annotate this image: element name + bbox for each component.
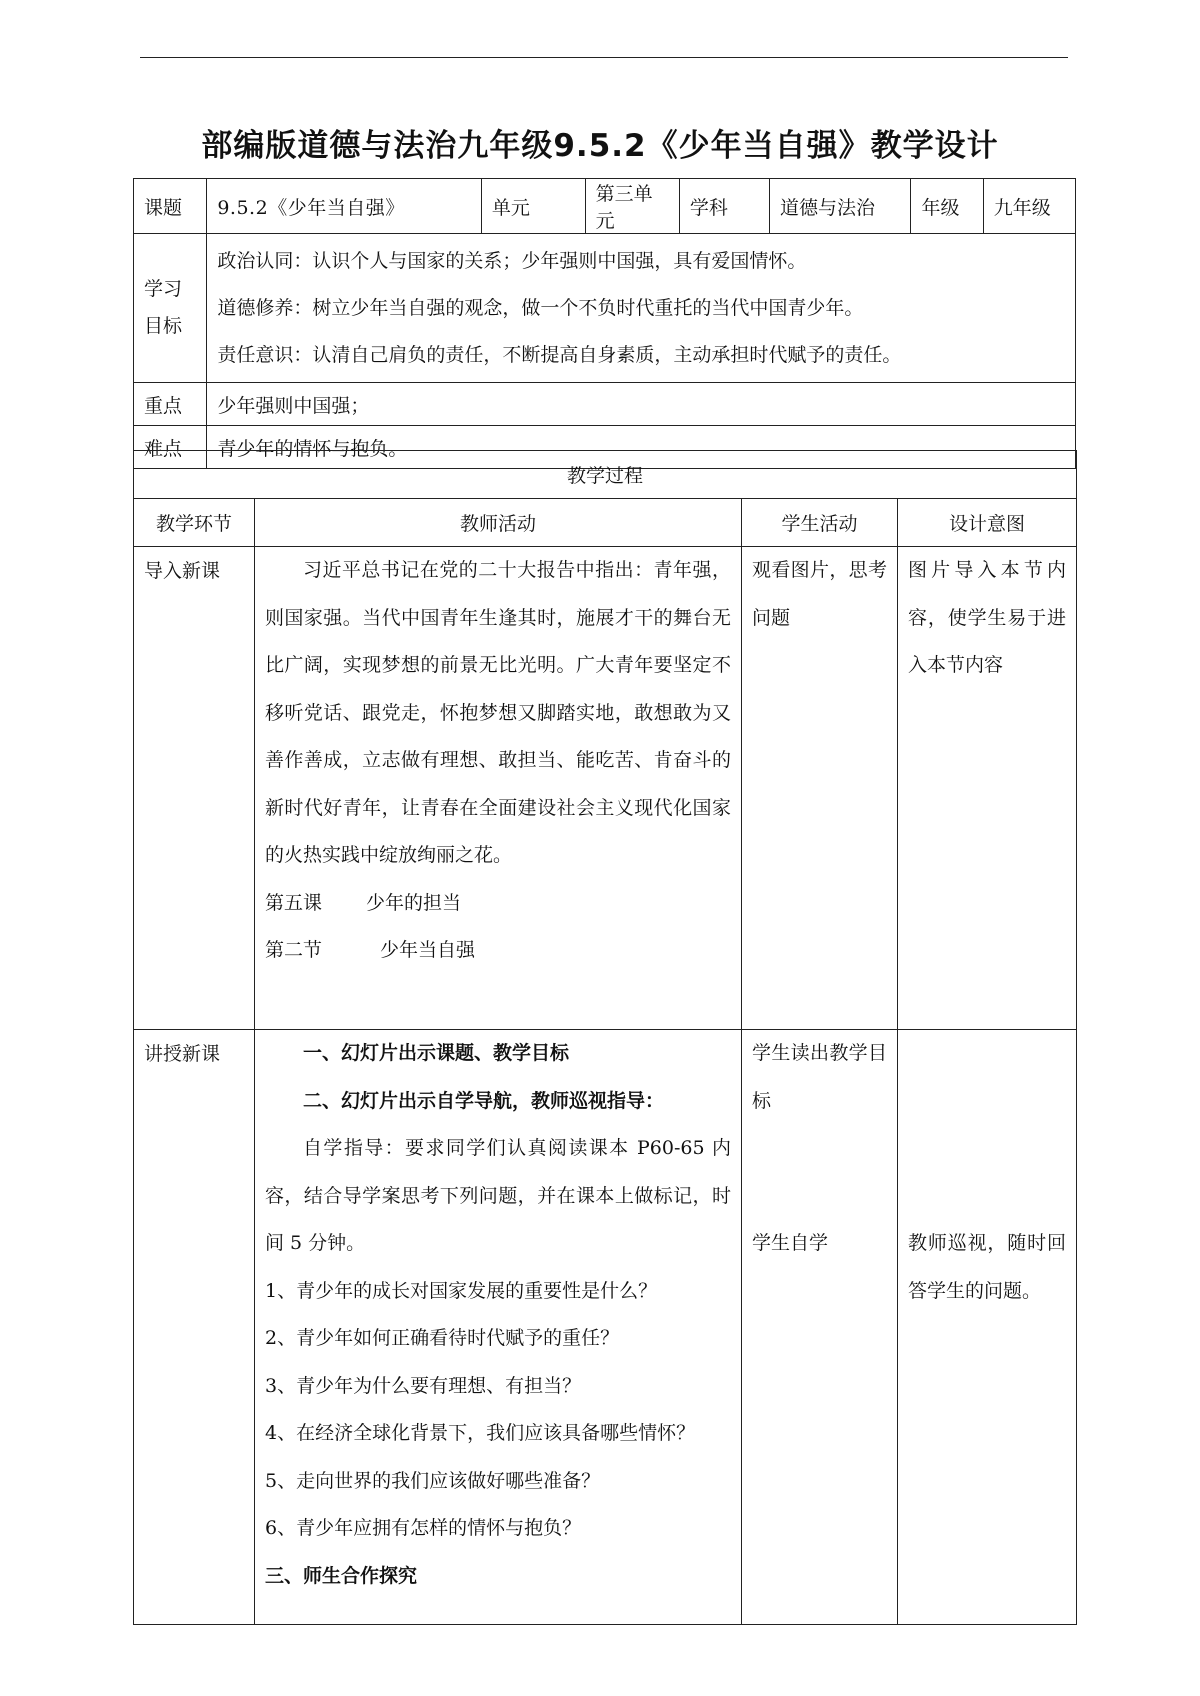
section-line [265, 927, 731, 975]
student-activity: 观看图片，思考问题 [752, 559, 887, 629]
question-item: 4、在经济全球化背景下，我们应该具备哪些情怀？ [265, 1422, 696, 1444]
subject-value: 道德与法治 [770, 179, 911, 234]
difficulty-label: 难点 [134, 426, 207, 469]
question-item: 1、青少年的成长对国家发展的重要性是什么？ [265, 1279, 658, 1302]
stage-name: 导入新课 [144, 560, 221, 582]
lesson-info-table [133, 178, 1076, 469]
key-point-label: 重点 [134, 383, 207, 426]
topic-value: 9.5.2《少年当自强》 [207, 179, 482, 234]
unit-value: 第三单元 [585, 179, 679, 234]
grade-label: 年级 [911, 179, 983, 234]
stage-name: 讲授新课 [144, 1043, 221, 1065]
design-intent: 教师巡视，随时回答学生的问题。 [908, 1232, 1067, 1302]
question-item: 2、青少年如何正确看待时代赋予的重任？ [265, 1327, 620, 1349]
topic-label: 课题 [134, 179, 207, 234]
teacher-activity-cell [255, 1030, 742, 1625]
student-activity: 学生自学 [752, 1232, 829, 1254]
question-item: 3、青少年为什么要有理想、有担当？ [265, 1374, 582, 1397]
objectives-label-line: 目标 [144, 315, 183, 337]
teaching-process-table [133, 450, 1077, 1625]
key-point-row [134, 383, 1076, 426]
column-header: 教学环节 [134, 499, 255, 547]
objectives-label [134, 234, 207, 383]
step-heading: 一、幻灯片出示课题、教学目标 [303, 1042, 570, 1064]
student-activity-cell [742, 1030, 898, 1625]
stage-cell [134, 1030, 255, 1625]
process-header-row [134, 499, 1077, 547]
header-rule [140, 57, 1068, 58]
question-item: 5、走向世界的我们应该做好哪些准备？ [265, 1469, 601, 1492]
process-title-row [134, 451, 1077, 499]
key-point-value: 少年强则中国强； [207, 383, 1076, 426]
objectives-list [207, 234, 1076, 383]
objectives-label-line: 学习 [144, 278, 183, 300]
column-header: 学生活动 [742, 499, 898, 547]
intro-paragraph: 习近平总书记在党的二十大报告中指出：青年强，则国家强。当代中国青年生逢其时，施展才干的舞台无比广阔，实现梦想的前景无比光明。广大青年要坚定不移听党话、跟党走，怀抱梦想又脚踏实地，敢想敢为又善作善成，立志做有理想、敢担当、能吃苦、肯奋斗的新时代好青年，让青春在全面建设社会主义现代化国家的火热实践中绽放绚丽之花。 [265, 559, 731, 866]
teacher-activity-cell [255, 547, 742, 1030]
lesson-line [265, 880, 731, 928]
design-intent-cell [898, 547, 1077, 1030]
lesson-name: 少年的担当 [366, 891, 462, 914]
step-heading: 二、幻灯片出示自学导航，教师巡视指导： [303, 1089, 665, 1112]
objective-item: 责任意识：认清自己肩负的责任，不断提高自身素质，主动承担时代赋予的责任。 [217, 344, 902, 366]
lecture-row [134, 1030, 1077, 1625]
design-intent-cell [898, 1030, 1077, 1625]
unit-label: 单元 [481, 179, 585, 234]
student-activity-cell [742, 547, 898, 1030]
lesson-label: 第五课 [265, 891, 323, 914]
design-intent: 图片导入本节内容，使学生易于进入本节内容 [908, 559, 1067, 676]
grade-value: 九年级 [983, 179, 1075, 234]
column-header: 设计意图 [898, 499, 1077, 547]
question-item: 6、青少年应拥有怎样的情怀与抱负？ [265, 1517, 582, 1539]
difficulty-value: 青少年的情怀与抱负。 [207, 426, 1076, 469]
objective-item: 政治认同：认识个人与国家的关系；少年强则中国强，具有爱国情怀。 [217, 250, 807, 272]
intro-row [134, 547, 1077, 1030]
column-header: 教师活动 [255, 499, 742, 547]
student-activity: 学生读出教学目标 [752, 1042, 887, 1112]
objective-item: 道德修养：树立少年当自强的观念，做一个不负时代重托的当代中国青少年。 [217, 297, 864, 319]
topic-row [134, 179, 1076, 234]
process-title: 教学过程 [134, 451, 1077, 499]
step-heading: 三、师生合作探究 [265, 1564, 418, 1587]
self-study-guide: 自学指导：要求同学们认真阅读课本 P60-65 内容，结合导学案思考下列问题，并在课本上做标记，时间 5 分钟。 [265, 1137, 731, 1254]
document-title: 部编版道德与法治九年级9.5.2《少年当自强》教学设计 [201, 128, 999, 164]
section-name: 少年当自强 [380, 939, 476, 961]
subject-label: 学科 [679, 179, 769, 234]
stage-cell [134, 547, 255, 1030]
objectives-row [134, 234, 1076, 383]
section-label: 第二节 [265, 939, 323, 961]
